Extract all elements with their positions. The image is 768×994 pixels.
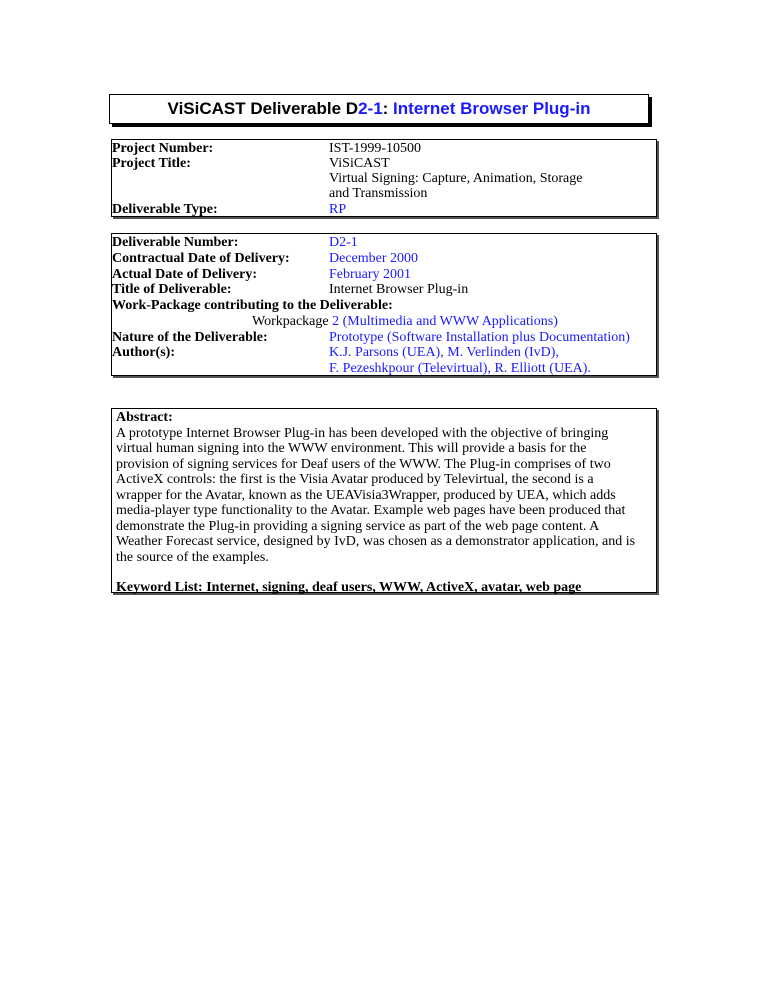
deliverable-title-value: Internet Browser Plug-in (329, 282, 469, 297)
abstract-box (111, 408, 657, 593)
project-title-line: ViSiCAST (329, 156, 390, 171)
abstract-line: A prototype Internet Browser Plug-in has been developed with the objective of bringing (116, 425, 609, 441)
work-package-label: Work-Package contributing to the Deliverable: (112, 298, 393, 313)
project-title-label: Project Title: (112, 156, 191, 171)
deliverable-number-label: Deliverable Number: (112, 235, 239, 250)
work-package-value: 2 (Multimedia and WWW Applications) (332, 314, 558, 329)
work-package-prefix: Workpackage (252, 314, 333, 329)
actual-date-value: February 2001 (329, 267, 412, 282)
abstract-line: demonstrate the Plug-in providing a signing service as part of the web page content. A (116, 518, 600, 534)
deliverable-number-value: D2-1 (329, 235, 358, 250)
contractual-date-value: December 2000 (329, 251, 419, 266)
deliverable-type-value: RP (329, 202, 347, 217)
abstract-label: Abstract: (116, 410, 173, 425)
nature-value: Prototype (Software Installation plus Documentation) (329, 330, 630, 345)
authors-label: Author(s): (112, 345, 175, 360)
authors-line: F. Pezeshkpour (Televirtual), R. Elliott (UEA). (329, 361, 591, 376)
keyword-list: Keyword List: Internet, signing, deaf users, WWW, ActiveX, avatar, web page (116, 580, 582, 595)
abstract-line: wrapper for the Avatar, known as the UEAVisia3Wrapper, produced by UEA, which adds (116, 487, 616, 503)
deliverable-type-label: Deliverable Type: (112, 202, 218, 217)
authors-line: K.J. Parsons (UEA), M. Verlinden (IvD), (329, 345, 559, 360)
project-title-line: and Transmission (329, 186, 428, 201)
deliverable-info-box (111, 233, 657, 376)
abstract-line: Weather Forecast service, designed by IvD, was chosen as a demonstrator application, and is (116, 534, 636, 549)
abstract-line: virtual human signing into the WWW environment. This will provide a basis for the (116, 441, 587, 456)
project-title-line: Virtual Signing: Capture, Animation, Storage (329, 171, 583, 186)
project-number-label: Project Number: (112, 141, 214, 156)
abstract-line: the source of the examples. (116, 549, 269, 565)
title-number: 2-1 (358, 99, 383, 118)
project-info-box (111, 139, 657, 217)
work-package-line (252, 314, 558, 330)
abstract-line: provision of signing services for Deaf users of the WWW. The Plug-in comprises of two (116, 456, 611, 472)
actual-date-label: Actual Date of Delivery: (112, 267, 258, 282)
nature-label: Nature of the Deliverable: (112, 330, 268, 345)
title-name: Internet Browser Plug-in (393, 99, 591, 118)
title-prefix: ViSiCAST Deliverable D (167, 99, 359, 118)
deliverable-title-label: Title of Deliverable: (112, 282, 232, 297)
title-separator: : (382, 99, 394, 118)
abstract-line: ActiveX controls: the first is the Visia Avatar produced by Televirtual, the second is a (116, 472, 594, 487)
project-number-value: IST-1999-10500 (329, 141, 422, 156)
abstract-line: media-player type functionality to the Avatar. Example web pages have been produced that (116, 503, 626, 518)
contractual-date-label: Contractual Date of Delivery: (112, 251, 290, 266)
document-title (109, 94, 649, 124)
